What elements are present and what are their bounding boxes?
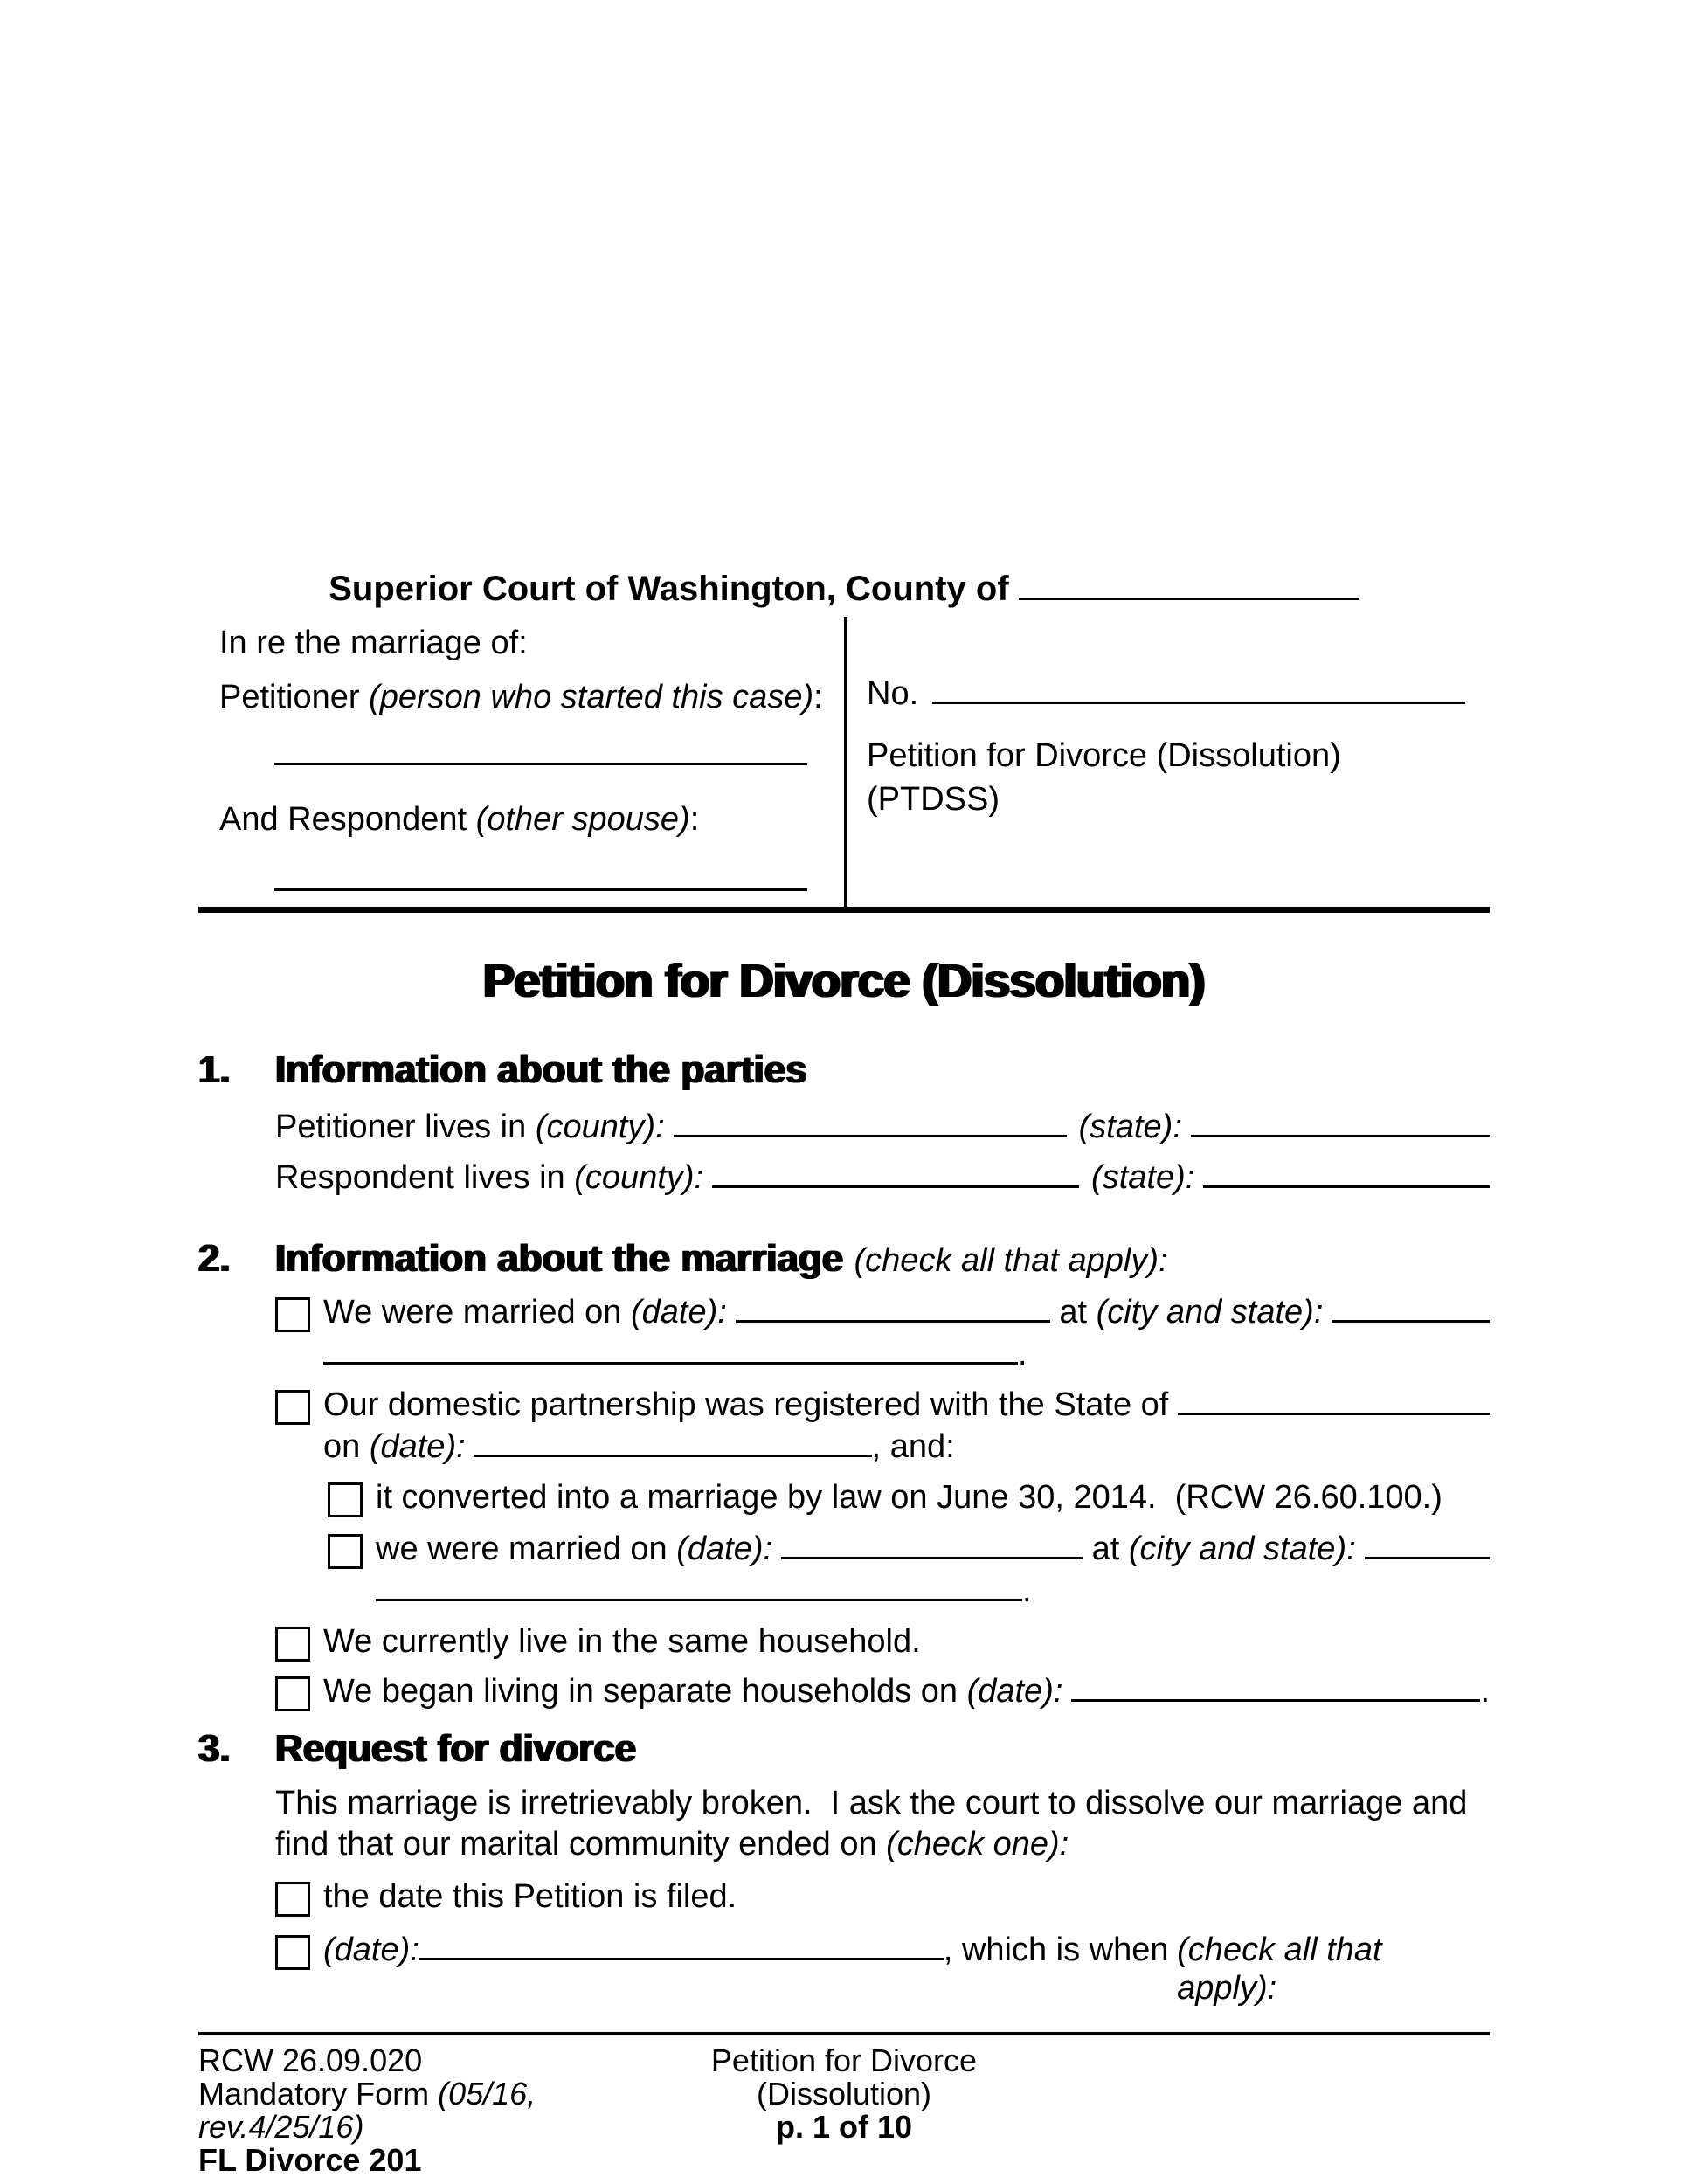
blank-respondent-state[interactable]: [1203, 1185, 1490, 1188]
court-header: [198, 568, 1490, 610]
in-re-label: In re the marriage of:: [219, 625, 528, 661]
blank-petitioner-state[interactable]: [1191, 1135, 1490, 1137]
petition-filed-date-row: the date this Petition is filed.: [275, 1877, 1490, 1917]
blank-sub-marriage-date[interactable]: [781, 1557, 1083, 1559]
section-1-number: 1.: [198, 1047, 231, 1091]
converted-marriage-row: it converted into a marriage by law on June 30, 2014. (RCW 26.60.100.): [328, 1478, 1490, 1517]
checkbox-we-were-married[interactable]: [275, 1297, 310, 1332]
blank-petitioner-county[interactable]: [674, 1135, 1067, 1137]
section-2-heading: Information about the marriage: [275, 1236, 854, 1280]
blank-sub-marriage-city-state-continued[interactable]: [376, 1599, 1022, 1601]
blank-sub-marriage-city-state[interactable]: [1365, 1557, 1490, 1559]
footer-left-column: [198, 2044, 629, 2177]
blank-partnership-state[interactable]: [1178, 1413, 1490, 1415]
case-caption: [198, 617, 1490, 913]
checkbox-we-were-married-sub[interactable]: [328, 1534, 363, 1569]
section-3-number: 3.: [198, 1726, 231, 1770]
section-3-heading: Request for divorce: [275, 1726, 637, 1770]
blank-marriage-city-state-continued[interactable]: [323, 1362, 1018, 1365]
blank-petitioner-name[interactable]: [274, 715, 807, 765]
respondent-residence-line: Respondent lives in (county): (state):: [275, 1158, 1490, 1197]
footer-right-column: [1059, 2044, 1490, 2177]
checkbox-domestic-partnership[interactable]: [275, 1390, 310, 1425]
blank-respondent-name[interactable]: [274, 837, 807, 891]
footer-mandatory-form: Mandatory Form (05/16, rev.4/25/16): [198, 2075, 545, 2145]
section-2-number: 2.: [198, 1236, 231, 1280]
section-2-heading-note: (check all that apply):: [854, 1241, 1168, 1279]
case-number-label: No.: [867, 675, 919, 712]
page-footer: [198, 2032, 1490, 2177]
blank-community-end-date[interactable]: [419, 1958, 944, 1960]
document-type: Petition for Divorce (Dissolution) (PTDSS): [867, 737, 1341, 818]
case-number-row: [867, 674, 1490, 713]
married-on-row: We were married on (date): at (city and state): .: [275, 1293, 1490, 1373]
domestic-partnership-row: Our domestic partnership was registered with the State of on (date): , and:: [275, 1386, 1490, 1466]
request-paragraph: This marriage is irretrievably broken. I ask the court to dissolve our marriage and find that our marital community ended on (check one):: [275, 1784, 1477, 1863]
checkbox-converted-to-marriage[interactable]: [328, 1482, 363, 1517]
blank-separation-date[interactable]: [1071, 1699, 1480, 1702]
checkbox-separate-households[interactable]: [275, 1676, 310, 1711]
caption-right-column: [844, 617, 1490, 907]
footer-doc-name: Petition for Divorce: [710, 2042, 978, 2078]
blank-marriage-date[interactable]: [736, 1320, 1050, 1323]
checkbox-specific-date[interactable]: [275, 1935, 310, 1970]
court-header-label: Superior Court of Washington, County of: [329, 570, 1019, 608]
specific-date-row: (date): , which is when (check all that apply):: [275, 1931, 1490, 2008]
blank-marriage-city-state[interactable]: [1332, 1320, 1490, 1323]
page-title: Petition for Divorce (Dissolution): [482, 955, 1206, 1007]
caption-left-column: [198, 617, 844, 907]
blank-partnership-date[interactable]: [474, 1455, 872, 1457]
footer-center-column: [629, 2044, 1060, 2177]
separate-households-row: We began living in separate households on (date): .: [275, 1672, 1490, 1711]
petitioner-residence-line: Petitioner lives in (county): (state):: [275, 1108, 1490, 1146]
same-household-row: We currently live in the same household.: [275, 1622, 1490, 1662]
checkbox-same-household[interactable]: [275, 1627, 310, 1662]
blank-case-number[interactable]: [932, 702, 1465, 704]
married-on-sub-row: we were married on (date): at (city and state): .: [328, 1530, 1490, 1610]
checkbox-date-petition-filed[interactable]: [275, 1882, 310, 1917]
footer-rcw: RCW 26.09.020: [198, 2042, 423, 2078]
respondent-label: And Respondent (other spouse):: [219, 801, 700, 838]
petitioner-label: Petitioner (person who started this case):: [219, 679, 823, 715]
section-1-parties: [198, 1048, 1490, 1197]
blank-county-name[interactable]: [1019, 598, 1359, 600]
footer-doc-name-2: (Dissolution): [756, 2075, 932, 2111]
footer-form-id: FL Divorce 201: [198, 2141, 422, 2178]
section-1-heading: Information about the parties: [275, 1047, 807, 1091]
blank-respondent-county[interactable]: [712, 1185, 1079, 1188]
section-3-request: [198, 1727, 1490, 2008]
section-2-marriage: [198, 1237, 1490, 1711]
footer-page-number: p. 1 of 10: [775, 2108, 913, 2145]
partnership-subitems: [328, 1478, 1490, 1610]
